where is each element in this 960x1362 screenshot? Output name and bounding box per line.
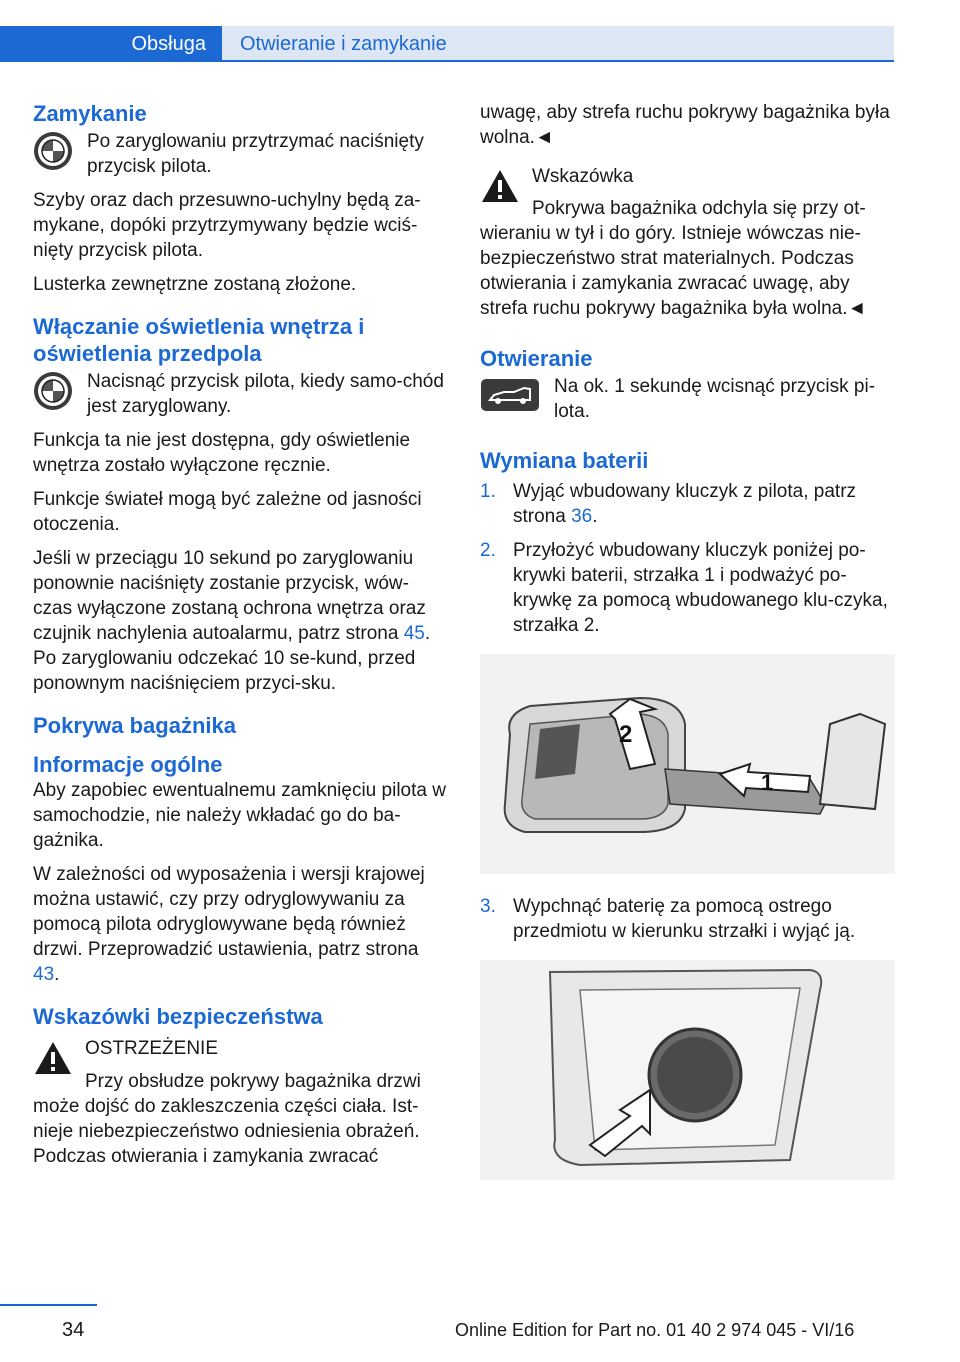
- heading-pokrywa: Pokrywa bagażnika: [33, 713, 236, 738]
- step-number: 2.: [480, 540, 496, 561]
- header-rule: [0, 60, 894, 62]
- paragraph-text: .: [54, 964, 60, 985]
- zamykanie-icon-text: Po zaryglowaniu przytrzymać naciśnięty przycisk pilota.: [87, 131, 424, 177]
- list-item: [480, 479, 895, 529]
- arrow-label-1: 1: [761, 770, 774, 795]
- page-number: 34: [62, 1319, 85, 1341]
- warning-text: Przy obsłudze pokrywy bagażnika drzwi może dojść do zakleszczenia części ciała. Ist‐nieje niebezpieczeństwo odniesienia obrażeń. Podczas otwierania i zamykania zwracać: [33, 1071, 421, 1167]
- zamykanie-paragraph-2: Lusterka zewnętrzne zostaną złożone.: [33, 274, 357, 295]
- trunk-open-instruction: [480, 374, 895, 424]
- step-number: 3.: [480, 896, 496, 917]
- hint-label: Wskazówka: [532, 166, 634, 187]
- page-link-36[interactable]: 36: [571, 506, 593, 527]
- heading-informacje-ogolne: Informacje ogólne: [33, 752, 223, 777]
- right-column: [480, 100, 895, 1200]
- step-text: Przyłożyć wbudowany kluczyk poniżej po‐krywki baterii, strzałka 1 i podważyć po‐krywkę za pomocą wbudowanego klu‐czyka, strzałka 2.: [513, 540, 888, 636]
- oswietlenie-paragraph-3: [33, 546, 447, 696]
- edition-text: Online Edition for Part no. 01 40 2 974 045 - VI/16: [455, 1320, 855, 1340]
- paragraph-text: W zależności od wyposażenia i wersji krajowej można ustawić, czy przy odryglowywaniu za pomocą pilota odryglowywane będą również drzwi. Przeprowadzić ustawienia, patrz strona: [33, 864, 425, 960]
- pokrywa-paragraph-1: Aby zapobiec ewentualnemu zamknięciu pilota w samochodzie, nie należy wkładać go do ba‐gażnika.: [33, 780, 446, 851]
- warning-triangle-icon: [33, 1040, 73, 1076]
- oswietlenie-paragraph-1: Funkcja ta nie jest dostępna, gdy oświetlenie wnętrza zostało wyłączone ręcznie.: [33, 430, 411, 476]
- heading-zamykanie: Zamykanie: [33, 101, 147, 126]
- running-header: [0, 26, 894, 62]
- warning-block: [33, 1036, 447, 1169]
- list-item: [480, 538, 895, 638]
- key-remote-illustration: [480, 654, 895, 874]
- remote-lock-instruction: [33, 129, 447, 179]
- trunk-button-icon: [480, 378, 540, 412]
- hint-text: Pokrywa bagażnika odchyla się przy ot‐wieraniu w tył i do góry. Istnieje wówczas nie‐bezpieczeństwo strat materialnych. Podczas otwierania i zamykania zwracać uwagę, aby strefa ruchu pokrywy bagażnika była wolna.◄: [480, 198, 867, 319]
- battery-removal-illustration: [480, 960, 895, 1180]
- header-chapter-tab: Otwieranie i zamykanie: [222, 26, 894, 62]
- list-item: [480, 894, 895, 944]
- oswietlenie-icon-text: Nacisnąć przycisk pilota, kiedy samo‐chód jest zaryglowany.: [87, 371, 444, 417]
- warning-text-continued: uwagę, aby strefa ruchu pokrywy bagażnika była wolna.◄: [480, 102, 890, 148]
- step-text: Wypchnąć baterię za pomocą ostrego przedmiotu w kierunku strzałki i wyjąć ją.: [513, 896, 856, 942]
- page-link-45[interactable]: 45: [403, 623, 425, 644]
- paragraph-text: Jeśli w przeciągu 10 sekund po zaryglowaniu ponownie naciśnięty zostanie przycisk, wów‐czas wyłączone zostaną ochrona wnętrza oraz czujnik nachylenia autoalarmu, patrz strona: [33, 548, 426, 644]
- pokrywa-paragraph-2: [33, 862, 447, 987]
- paragraph-text: .: [592, 506, 598, 527]
- heading-wskazowki-bezpieczenstwa: Wskazówki bezpieczeństwa: [33, 1004, 323, 1029]
- bmw-key-button-icon: [33, 371, 73, 411]
- battery-steps-list: [480, 479, 895, 638]
- header-section-tab: Obsługa: [0, 26, 222, 62]
- warning-label: OSTRZEŻENIE: [85, 1038, 219, 1059]
- page-link-43[interactable]: 43: [33, 964, 55, 985]
- step-text: [513, 479, 895, 529]
- heading-otwieranie: Otwieranie: [480, 346, 593, 371]
- arrow-label-2: 2: [619, 721, 633, 748]
- paragraph-text: Wyjąć wbudowany kluczyk z pilota, patrz strona: [513, 481, 857, 527]
- battery-steps-list-continued: [480, 894, 895, 944]
- step-number: 1.: [480, 481, 496, 502]
- footer-rule: [0, 1304, 97, 1306]
- left-column: [33, 100, 447, 1169]
- battery-removal-figure: [480, 960, 895, 1180]
- heading-oswietlenie: Włączanie oświetlenia wnętrza i oświetlenia przedpola: [33, 314, 365, 366]
- bmw-key-button-icon: [33, 131, 73, 171]
- oswietlenie-paragraph-2: Funkcje świateł mogą być zależne od jasności otoczenia.: [33, 489, 422, 535]
- warning-triangle-icon: [480, 168, 520, 204]
- hint-block: [480, 164, 895, 321]
- otwieranie-icon-text: Na ok. 1 sekundę wcisnąć przycisk pi‐lota.: [554, 376, 876, 422]
- key-battery-cover-figure: [480, 654, 895, 874]
- paragraph-text: . Po zaryglowaniu odczekać 10 se‐kund, przed ponownym naciśnięciem przyci‐sku.: [33, 623, 431, 694]
- heading-wymiana-baterii: Wymiana baterii: [480, 448, 649, 473]
- zamykanie-paragraph-1: Szyby oraz dach przesuwno-uchylny będą za‐mykane, dopóki przytrzymywany będzie wciś‐nięty przycisk pilota.: [33, 190, 421, 261]
- remote-light-instruction: [33, 369, 447, 419]
